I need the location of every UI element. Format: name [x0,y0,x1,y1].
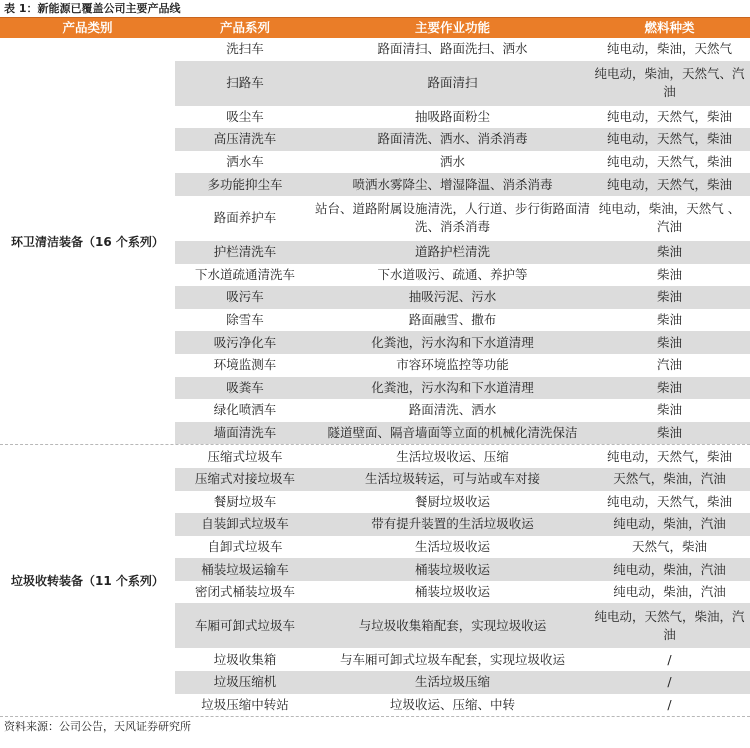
table-row [175,377,750,400]
table-row [175,38,750,61]
header-function: 主要作业功能 [414,20,490,35]
fuel-type-cell: 天然气，柴油，汽油 [613,471,726,487]
fuel-type-cell: 汽油 [656,357,682,373]
function-cell: 站台、道路附属设施清洗，人行道、步行街路面清洗、消杀消毒 [315,201,591,235]
fuel-type-cell: 柴油 [656,312,682,328]
fuel-type-cell: 柴油 [656,244,682,260]
function-cell: 化粪池，污水沟和下水道清理 [371,379,534,395]
product-series-cell: 自卸式垃圾车 [207,538,283,554]
table-row [175,354,750,377]
function-cell: 路面清扫 [427,75,478,91]
fuel-type-cell: 纯电动，柴油，天然气 [606,41,732,57]
table-row [175,445,750,468]
product-series-cell: 桶装垃圾运输车 [201,561,289,577]
product-series-cell: 高压清洗车 [213,131,277,147]
fuel-type-cell: 柴油 [656,266,682,282]
category-label: 垃圾收转装备（11 个系列） [11,574,164,589]
fuel-type-cell: 纯电动，柴油，汽油 [613,516,726,532]
fuel-type-cell: 纯电动，天然气，柴油 [606,493,732,509]
fuel-type-cell: 纯电动，天然气，柴油 [606,131,732,147]
category-label: 环卫清洁装备（16 个系列） [11,234,164,249]
table-row [175,671,750,694]
function-cell: 抽吸路面粉尘 [414,108,490,124]
product-series-cell: 压缩式垃圾车 [207,448,283,464]
function-cell: 洒水 [439,154,465,170]
product-series-cell: 护栏清洗车 [213,244,277,260]
fuel-type-cell: / [667,651,672,667]
function-cell: 路面清洗、洒水、消杀消毒 [377,131,528,147]
category-group [0,38,750,445]
table-header [0,17,750,38]
table-row [175,468,750,491]
function-cell: 路面清扫、路面洗扫、洒水 [377,41,528,57]
product-series-cell: 吸污车 [226,289,264,305]
table-row [175,106,750,129]
function-cell: 与车厢可卸式垃圾车配套，实现垃圾收运 [339,651,565,667]
fuel-type-cell: 纯电动，天然气，柴油，汽油 [594,608,745,642]
fuel-type-cell: / [667,674,672,690]
fuel-type-cell: / [667,696,672,712]
fuel-type-cell: 柴油 [656,425,682,441]
table-row [175,513,750,536]
product-series-cell: 自装卸式垃圾车 [201,516,289,532]
fuel-type-cell: 柴油 [656,334,682,350]
fuel-type-cell: 柴油 [656,402,682,418]
fuel-type-cell: 纯电动，柴油，汽油 [613,584,726,600]
function-cell: 抽吸污泥、污水 [408,289,497,305]
product-series-cell: 扫路车 [226,75,264,91]
fuel-type-cell: 柴油 [656,379,682,395]
table-row [175,151,750,174]
category-group [0,445,750,717]
header-fuel: 燃料种类 [644,20,695,35]
function-cell: 市容环境监控等功能 [396,357,509,373]
product-series-cell: 压缩式对接垃圾车 [194,471,295,487]
table-row [175,264,750,287]
product-series-cell: 除雪车 [226,312,264,328]
fuel-type-cell: 纯电动，柴油，汽油 [613,561,726,577]
function-cell: 路面清洗、洒水 [408,402,497,418]
function-cell: 桶装垃圾收运 [414,584,490,600]
table-row [175,603,750,648]
function-cell: 与垃圾收集箱配套，实现垃圾收运 [358,617,547,633]
product-series-cell: 车厢可卸式垃圾车 [194,617,295,633]
product-series-cell: 下水道疏通清洗车 [194,266,295,282]
function-cell: 桶装垃圾收运 [414,561,490,577]
fuel-type-cell: 柴油 [656,289,682,305]
function-cell: 生活垃圾收运 [414,538,490,554]
table-row [175,128,750,151]
fuel-type-cell: 纯电动，柴油，天然气 、汽油 [598,201,741,235]
function-cell: 生活垃圾转运，可与站或车对接 [364,471,540,487]
product-series-cell: 洒水车 [226,154,264,170]
function-cell: 隧道壁面、隔音墙面等立面的机械化清洗保洁 [327,425,578,441]
function-cell: 道路护栏清洗 [414,244,490,260]
table-row [175,241,750,264]
table-row [175,309,750,332]
function-cell: 餐厨垃圾收运 [414,493,490,509]
product-series-cell: 墙面清洗车 [213,425,277,441]
product-series-cell: 路面养护车 [213,210,277,226]
product-series-cell: 垃圾压缩机 [213,674,277,690]
fuel-type-cell: 纯电动，柴油，天然气、汽油 [594,66,745,100]
function-cell: 垃圾收运、压缩、中转 [389,696,515,712]
function-cell: 带有提升装置的生活垃圾收运 [371,516,534,532]
fuel-type-cell: 纯电动，天然气，柴油 [606,448,732,464]
function-cell: 生活垃圾压缩 [414,674,490,690]
product-series-cell: 环境监测车 [213,357,277,373]
product-series-cell: 垃圾收集箱 [213,651,277,667]
function-cell: 路面融雪、撒布 [408,312,497,328]
table-row [175,558,750,581]
product-series-cell: 洗扫车 [226,41,264,57]
table-row [175,399,750,422]
table-row [175,422,750,445]
source-note: 资料来源：公司公告，天风证券研究所 [4,720,191,734]
table-row [175,173,750,196]
product-series-cell: 吸粪车 [226,379,264,395]
header-category: 产品类别 [62,20,113,35]
table-row [175,491,750,514]
product-series-cell: 吸污净化车 [213,334,277,350]
table-row [175,581,750,604]
table-row [175,331,750,354]
function-cell: 化粪池，污水沟和下水道清理 [371,334,534,350]
product-series-cell: 密闭式桶装垃圾车 [194,584,295,600]
product-series-cell: 垃圾压缩中转站 [201,696,289,712]
fuel-type-cell: 纯电动，天然气，柴油 [606,108,732,124]
table-body [0,38,750,717]
table-row [175,196,750,241]
fuel-type-cell: 天然气，柴油 [631,538,707,554]
table-row [175,286,750,309]
table-row [175,61,750,106]
product-series-cell: 多功能抑尘车 [207,176,283,192]
fuel-type-cell: 纯电动，天然气，柴油 [606,154,732,170]
table-row [175,694,750,717]
fuel-type-cell: 纯电动，天然气，柴油 [606,176,732,192]
header-series: 产品系列 [219,20,270,35]
table-row [175,536,750,559]
product-series-cell: 餐厨垃圾车 [213,493,277,509]
table-row [175,648,750,671]
product-series-cell: 绿化喷洒车 [213,402,277,418]
function-cell: 生活垃圾收运、压缩 [396,448,509,464]
function-cell: 下水道吸污、疏通、养护等 [377,266,528,282]
function-cell: 喷洒水雾降尘、增湿降温、消杀消毒 [352,176,553,192]
table-caption: 表 1：新能源已覆盖公司主要产品线 [4,2,181,15]
product-series-cell: 吸尘车 [226,108,264,124]
